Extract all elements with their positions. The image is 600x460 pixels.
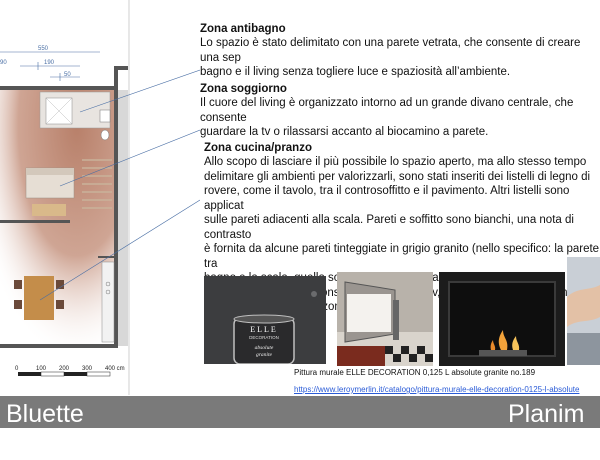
partial-photo: [567, 257, 600, 365]
scale-tick: 100: [36, 366, 47, 372]
section-antibagno: [200, 22, 600, 80]
dim-label: 190: [44, 60, 55, 66]
dimension-lines: [0, 52, 100, 81]
paint-name-2: granite: [256, 352, 272, 358]
section-title: Zona soggiorno: [200, 83, 287, 95]
tv-bracket-photo: [337, 272, 433, 366]
section-soggiorno: [200, 82, 600, 140]
scale-tick: 400 cm: [105, 366, 125, 372]
floor-plan: [0, 0, 200, 395]
product-link[interactable]: https://www.leroymerlin.it/catalogo/pittura-murale-elle-decoration-0125-l-absolute: [294, 385, 580, 394]
biofireplace-photo: [439, 272, 565, 366]
coffee-table: [32, 204, 66, 216]
scale-tick: 200: [59, 366, 70, 372]
scale-bar: [15, 366, 125, 376]
kitchen-counter: [102, 262, 114, 342]
section-title: Zona cucina/pranzo: [204, 142, 312, 154]
dim-label: 90: [0, 60, 7, 66]
section-title: Zona antibagno: [200, 23, 286, 35]
dim-label: 50: [64, 72, 71, 78]
paint-brand-sub: DECORATION: [249, 335, 279, 340]
scale-tick: 0: [15, 366, 19, 372]
section-body: Lo spazio è stato delimitato con una parete vetrata, che consente di creare una sep bagno e il living senza togliere luce e spaziosità all’ambiente.: [200, 37, 581, 78]
paint-swatch-photo: [204, 276, 326, 364]
footer-title-right: Planim: [508, 400, 585, 428]
photo-caption: Pittura murale ELLE DECORATION 0,125 L absolute granite no.189: [294, 368, 536, 377]
section-body: Allo scopo di lasciare il più possibile lo spazio aperto, ma allo stesso tempo delimitare gli ambienti per valorizzarli, sono stati inseriti dei listelli di legno di rovere, come il tavolo, tra il controsoffitto e il pavimento. Altri listelli sono applicat sulle pareti adiacenti alla scala. Pareti e soffitto sono bianchi, una nota di contrasto è fornita da alcune pareti tinteggiate in grigio granito (nello specifico: la parete tra tv, zona: [204, 156, 600, 313]
dim-label: 550: [38, 46, 49, 52]
scale-tick: 300: [82, 366, 93, 372]
toilet: [101, 130, 109, 140]
footer-title-left: Bluette: [6, 400, 84, 428]
paint-name-1: absolute: [254, 345, 274, 351]
paint-brand: ELLE: [250, 325, 278, 334]
section-body: Il cuore del living è organizzato intorno ad un grande divano centrale, che consente guardare la tv o rilassarsi accanto al biocamino a parete.: [200, 97, 574, 138]
